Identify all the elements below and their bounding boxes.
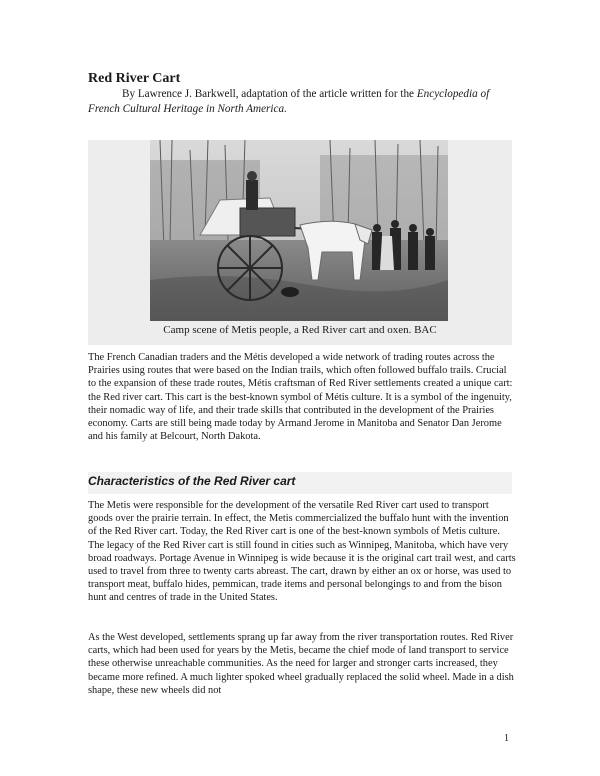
paragraph-development: As the West developed, settlements sprang up far away from the river transportation routes. Red River carts, which had been used for years by the Metis, became the chief mode of land transport to service these otherwise unreachable communities. As the need for larger and stronger carts increased, they became more refined. A much lighter spoked wheel gradually replaced the solid wheel. Made in a dish shape, these new wheels did not [88, 632, 514, 696]
paragraph-intro: The French Canadian traders and the Métis developed a wide network of trading routes across the Prairies using routes that were based on the Indian trails, which often followed buffalo trails. Crucial to the expansion of these trade routes, Métis craftsman of Red River settlements created a unique cart: the Red river cart. This cart is the best-known symbol of Métis culture. It is a symbol of the ingenuity, their nomadic way of life, and their trade skills that contributed in the development of the Prairies economy. Carts are still being made today by Armand Jerome in Manitoba and Senator Dan Jerome and his family at Belcourt, North Dakota. [88, 352, 513, 443]
section-heading: Characteristics of the Red River cart [88, 472, 512, 494]
page-number: 1 [504, 733, 509, 744]
figure-caption: Camp scene of Metis people, a Red River cart and oxen. BAC [163, 324, 437, 336]
document-title: Red River Cart [88, 71, 181, 86]
byline-text: By Lawrence J. Barkwell, adaptation of the article written for the [122, 88, 417, 100]
byline [88, 87, 518, 117]
paragraph-characteristics: The Metis were responsible for the development of the versatile Red River cart used to transport goods over the prairie terrain. In effect, the Metis commercialized the buffalo hunt with the invention of the Red River cart. Today, the Red River cart is one of the best-known symbols of Metis culture. The legacy of the Red River cart is still found in cities such as Winnipeg, Manitoba, which have very broad roadways. Portage Avenue in Winnipeg is wide because it is the original cart trail west, and carts used to travel from three to twenty carts abreast. The cart, drawn by either an ox or horse, was used to transport meat, buffalo hides, pemmican, trade items and personal belongings to and from the bison hunt and centres of trade in the United States. [88, 500, 516, 604]
byline-publication: Encyclopedia of French Cultural Heritage in North America. [88, 88, 490, 115]
red-river-cart-photo [150, 140, 448, 321]
photo-illustration [150, 140, 448, 321]
